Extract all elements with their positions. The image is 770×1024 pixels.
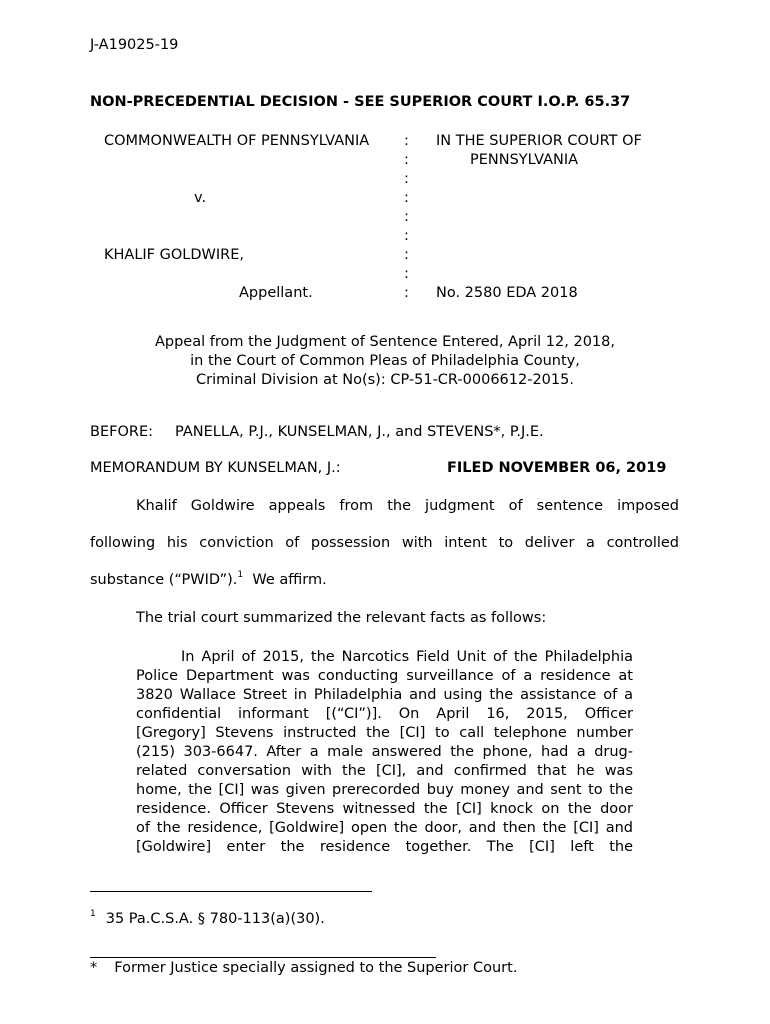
caption-colon: : [404, 152, 409, 168]
caption-colon: : [404, 209, 409, 225]
caption-colon: : [404, 228, 409, 244]
caption-colon: : [404, 285, 409, 301]
footnote-separator-star [90, 957, 436, 958]
docket-number: No. 2580 EDA 2018 [436, 285, 578, 301]
footnote-star [90, 960, 517, 976]
quote-line: confidential informant [(“CI”)]. On April 16, 2015, Officer [136, 706, 633, 722]
quote-line: home, the [CI] was given prerecorded buy money and sent to the [136, 782, 633, 798]
affirm-text: We affirm. [243, 572, 327, 588]
filed-date: FILED NOVEMBER 06, 2019 [447, 460, 667, 476]
body-para1-line3 [90, 572, 327, 588]
footnote-1-mark: 1 [90, 909, 96, 919]
quote-line: [Goldwire] enter the residence together. The [CI] left the [136, 839, 633, 855]
versus-label: v. [194, 190, 207, 206]
body-para1-line1: Khalif Goldwire appeals from the judgment of sentence imposed [136, 498, 679, 514]
appellant-role: Appellant. [239, 285, 313, 301]
quote-line: 3820 Wallace Street in Philadelphia and using the assistance of a [136, 687, 633, 703]
footnote-1-text: 35 Pa.C.S.A. § 780-113(a)(30). [105, 911, 325, 927]
appeal-line1: Appeal from the Judgment of Sentence Entered, April 12, 2018, [154, 334, 615, 350]
quote-line: of the residence, [Goldwire] open the door, and then the [CI] and [136, 820, 633, 836]
quote-line: related conversation with the [CI], and confirmed that he was [136, 763, 633, 779]
footnote-star-text: Former Justice specially assigned to the Superior Court. [114, 960, 518, 976]
party-appellant-name: KHALIF GOLDWIRE, [104, 247, 244, 263]
court-name-line2: PENNSYLVANIA [470, 152, 579, 168]
memorandum-author: MEMORANDUM BY KUNSELMAN, J.: [90, 460, 341, 476]
precedential-notice: NON-PRECEDENTIAL DECISION - SEE SUPERIOR COURT I.O.P. 65.37 [90, 94, 631, 110]
quote-line: residence. Officer Stevens witnessed the [CI] knock on the door [136, 801, 633, 817]
caption-colon: : [404, 133, 409, 149]
caption-colon: : [404, 171, 409, 187]
footnote-ref-1: 1 [237, 570, 244, 580]
before-label: BEFORE: [90, 424, 153, 440]
footnote-star-mark: * [90, 960, 98, 976]
appeal-line2: in the Court of Common Pleas of Philadelphia County, [190, 353, 580, 369]
quote-line: [Gregory] Stevens instructed the [CI] to call telephone number [136, 725, 633, 741]
docket-code: J-A19025-19 [90, 37, 179, 53]
footnote-separator [90, 891, 372, 892]
caption-colon: : [404, 247, 409, 263]
appeal-line3: Criminal Division at No(s): CP-51-CR-0006612-2015. [196, 372, 574, 388]
block-quote [136, 648, 633, 857]
court-name-line1: IN THE SUPERIOR COURT OF [436, 133, 642, 149]
panel-judges: PANELLA, P.J., KUNSELMAN, J., and STEVENS*, P.J.E. [175, 424, 544, 440]
body-para2: The trial court summarized the relevant facts as follows: [136, 610, 547, 626]
body-para1-line2: following his conviction of possession with intent to deliver a controlled [90, 535, 679, 551]
footnote-1 [90, 911, 325, 927]
caption-colon: : [404, 266, 409, 282]
quote-line: In April of 2015, the Narcotics Field Unit of the Philadelphia [181, 649, 633, 665]
quote-line: Police Department was conducting surveillance of a residence at [136, 668, 633, 684]
quote-line: (215) 303-6647. After a male answered the phone, had a drug- [136, 744, 633, 760]
party-commonwealth: COMMONWEALTH OF PENNSYLVANIA [104, 133, 370, 149]
pwid-text: substance (“PWID”). [90, 572, 238, 588]
caption-colon: : [404, 190, 409, 206]
